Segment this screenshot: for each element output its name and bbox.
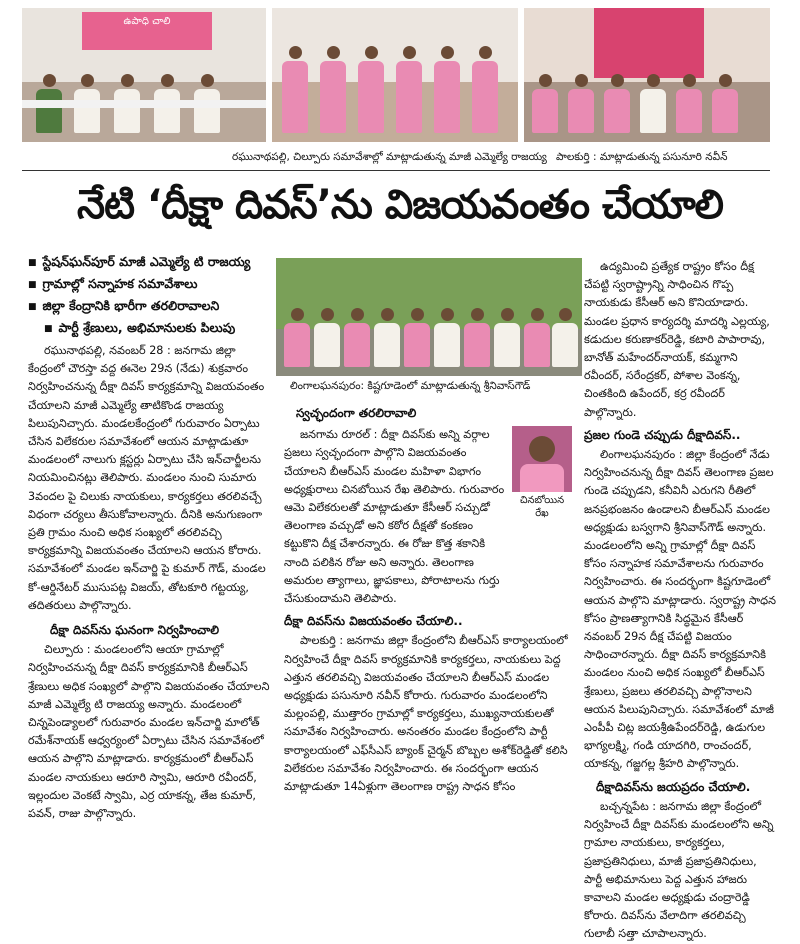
col2-subhead1: స్వచ్ఛందంగా తరలిరావాలి: [296, 406, 417, 420]
col1-subhead: దీక్షా దివస్‌ను ఘనంగా నిర్వహించాలి: [50, 623, 220, 638]
col3-body2: లింగాలఘనపురం : జిల్లా కేంద్రంలో నేడు నిర్వహించనున్న దీక్షా దివస్ తెలంగాణ ప్రజల గుండె చప్పుడని, కనీవినీ ఎరుగని రీతిలో జనప్రభంజనం ఉండాలని బీఆర్ఎస్ మండల అధ్యక్షుడు బస్వగాని శ్రీనివాస్‌గౌడ్ అన్నారు. మండలంలోని అన్ని గ్రామాల్లో దీక్షా దివస్ కోసం సన్నాహక సమావేశాలను గురువారం నిర్వహించారు. ఈ సందర్భంగా కిష్టగూడెంలో ఆయన పాల్గొని మాట్లాడారు. స్వరాష్ట్ర సాధన కోసం ప్రాణత్యాగానికి సిద్ధమైన కేసీఆర్ నవంబర్ 29న దీక్ష చేపట్టి విజయం సాధించారన్నారు. దీక్షా దివస్ కార్యక్రమానికి మండలం నుంచి అధిక సంఖ్యలో బీఆర్ఎస్ శ్రేణులు, ప్రజలు తరలివచ్చి పాల్గొనాలని ఆయన పిలుపునిచ్చారు. సమావేశంలో మాజీ ఎంపీపీ చిట్ల జయశ్రీఉపేందర్‌రెడ్డి, ఉడుగుల భాగ్యలక్ష్మి, గండి యాదగిరి, రాంచందర్, యాకన్న, గజ్జగల్ల శ్రీహరి పాల్గొన్నారు.: [584, 448, 776, 771]
inset-caption: [512, 494, 572, 520]
photo-backdrop: [594, 8, 704, 78]
bullet-4: ■ పార్టీ శ్రేణులు, అభిమానులకు పిలుపు: [44, 318, 235, 339]
col2-body2: పాలకుర్తి : జనగామ జిల్లా కేంద్రంలోని బీఆర్ఎస్ కార్యాలయంలో నిర్వహించే దీక్షా దివస్ కార్యక్రమానికి కార్యకర్తలు, నాయకులు పెద్ద ఎత్తున తరలివచ్చి విజయవంతం చేయాలని బీఆర్ఎస్ మండల అధ్యక్షుడు పసునూరి నవీన్ కోరారు. గురువారం మండలంలోని మల్లంపల్లి, ముత్తారం గ్రామాల్లో కార్యకర్తలు, ముఖ్యనాయకులతో సమావేశం నిర్వహించారు. అనంతరం మండల కేంద్రంలోని పార్టీ కార్యాలయంలో ఎఫ్‌సీఎస్ బ్యాంక్ చైర్మన్ బొబ్బల అశోక్‌రెడ్డితో కలిసి విలేకరుల సమావేశం నిర్వహించారు. ఈ సందర్భంగా ఆయన మాట్లాడుతూ 14ఏళ్లుగా తెలంగాణ రాష్ట్ర సాధన కోసం: [284, 634, 568, 794]
col3-subhead2: ప్రజల గుండె చప్పుడు దీక్షాదివస్..: [584, 427, 741, 442]
photo-meeting-middle: [276, 258, 582, 376]
column-1: [28, 342, 274, 823]
col2-subhead2: దీక్షా దివస్‌ను విజయవంతం చేయాలి..: [284, 614, 463, 629]
photo-caption-mid: లింగాలఘనపురం: కిష్టగూడెంలో మాట్లాడుతున్న శ్రీనివాస్‌గౌడ్: [290, 380, 531, 392]
bullet-2: ■ గ్రామాల్లో సన్నాహక సమావేశాలు: [28, 274, 197, 295]
inset-caption-line2: రేఖ: [535, 508, 549, 520]
col1-body2: చిల్పూరు : మండలంలోని ఆయా గ్రామాల్లో నిర్వహించనున్న దీక్షా దివస్ కార్యక్రమానికి బీఆర్ఎస్ శ్రేణులు అధిక సంఖ్యలో పాల్గొని విజయవంతం చేయాలని మాజీ ఎమ్మెల్యే టి రాజయ్య అన్నారు. మండలంలో చిన్నపెండ్యాలలో గురువారం మండల ఇన్‌చార్జి మాలోత్ రమేశ్‌నాయక్ ఆధ్వర్యంలో ఏర్పాటు చేసిన సమావేశంలో ఆయన పాల్గొని మాట్లాడారు. కార్యక్రమంలో బీఆర్ఎస్ మండల నాయకులు ఆరూరి స్వామి, ఆరూరి రవీందర్, ఇల్లందుల వెంకటే స్వామి, ఎర్ర యాకన్న, తేజ కుమార్, పవన్, రాజు పాల్గొన్నారు.: [28, 643, 270, 821]
photo-meeting-right: [524, 8, 770, 142]
column-3: [584, 258, 776, 944]
column-2: [284, 404, 570, 796]
col3-body3: బచ్చన్నపేట : జనగామ జిల్లా కేంద్రంలో నిర్వహించే దీక్షా దివస్‌కు మండలంలోని అన్ని గ్రామాల నాయకులు, కార్యకర్తలు, ప్రజాప్రతినిధులు, మాజీ ప్రజాప్రతినిధులు, పార్టీ అభిమానులు పెద్ద ఎత్తున హాజరు కావాలని మండల అధ్యక్షుడు చంద్రారెడ్డి కోరారు. దివస్‌ను వేలాదిగా తరలివచ్చి గులాబీ సత్తా చూపాలన్నారు.: [584, 799, 774, 941]
col1-body: రఘునాథపల్లి, నవంబర్ 28 : జనగామ జిల్లా కేంద్రంలో చౌరస్తా వద్ద ఈనెల 29న (నేడు) శుక్రవారం నిర్వహించనున్న దీక్షా దివస్ కార్యక్రమాన్ని విజయవంతం చేయాలని మాజీ ఎమ్మెల్యే తాటికొండ రాజయ్య పిలుపునిచ్చారు. మండలకేంద్రంలో గురువారం ఏర్పాటు చేసిన విలేకరుల సమావేశంలో ఆయన మాట్లాడుతూ మండలంలో నాలుగు క్లస్టర్లు ఏర్పాటు చేసి ఇన్‌చార్జీలను నియమించినట్లు తెలిపారు. మండలం నుంచి సుమారు 3వందల పై చిలుకు నాయకులు, కార్యకర్తలు తరలివచ్చే విధంగా చర్యలు తీసుకోవాలన్నారు. దీనికి అనుగుణంగా ప్రతి గ్రామం నుంచి అధిక సంఖ్యలో తరలివచ్చి కార్యక్రమాన్ని విజయవంతం చేయాలని ఆయన కోరారు. సమావేశంలో మండల ఇన్‌చార్జి పై కుమార్ గౌడ్, మండల కో-ఆర్డినేటర్ ముసుపట్ల విజయ్, తోటకూరి గట్టయ్య, తదితరులు పాల్గొన్నారు.: [28, 344, 266, 612]
bullet-1: ■ స్టేషన్‌ఘన్‌పూర్ మాజీ ఎమ్మెల్యే టి రాజయ్య: [28, 252, 250, 273]
photo-meeting-left: [22, 8, 266, 142]
photo-caption-right: పాలకుర్తి : మాట్లాడుతున్న పసునూరి నవీన్: [556, 151, 728, 163]
headline: నేటి ‘దీక్షా దివస్’ను విజయవంతం చేయాలి: [77, 182, 723, 228]
photo-banner: ఉపాధి చాలి: [82, 12, 212, 50]
inset-portrait: [512, 426, 572, 492]
col3-subhead3: దీక్షాదివస్‌ను జయప్రదం చేయాలి.: [596, 779, 751, 794]
inset-caption-line1: చినబోయిన: [519, 495, 565, 507]
col2-body1: జనగామ రూరల్ : దీక్షా దివస్‌కు అన్ని వర్గాల ప్రజలు స్వచ్ఛందంగా పాల్గొని విజయవంతం చేయాలని బీఆర్ఎస్ మండల మహిళా విభాగం అధ్యక్షురాలు చినబోయిన రేఖ తెలిపారు. గురువారం ఆమె విలేకరులతో మాట్లాడుతూ కేసీఆర్ సచ్చుడో తెలంగాణ వచ్చుడో అని కఠోర దీక్షతో కంకణం కట్టుకొని దీక్ష చేశారన్నారు. ఈ రోజు కొత్త శకానికి నాంది పలికిన రోజు అని అన్నారు. తెలంగాణ అమరుల త్యాగాలు, జ్ఞాపకాలు, పోరాటాలను గుర్తు చేసుకుందామని తెలిపారు.: [284, 428, 505, 606]
caption-divider: [22, 170, 770, 171]
bullet-3: ■ జిల్లా కేంద్రానికి భారీగా తరలిరావాలని: [28, 296, 219, 317]
photo-caption-left: రఘునాథపల్లి, చిల్పూరు సమావేశాల్లో మాట్లాడుతున్న మాజీ ఎమ్మెల్యే రాజయ్య: [232, 151, 547, 163]
col3-body1: ఉద్యమించి ప్రత్యేక రాష్ట్రం కోసం దీక్ష చేపట్టి స్వరాష్ట్రాన్ని సాధించిన గొప్ప నాయకుడు కేసీఆర్ అని కొనియాడారు. మండల ప్రధాన కార్యదర్శి మాదర్శి ఎల్లయ్య, కడుదుల కరుణాకర్‌రెడ్డి, కటారి పాపారావు, బానోత్ మహేందర్‌నాయక్, కమ్మగాని రవీందర్, సరేంద్రకర్, పోశాల వెంకన్న, చింతకింది ఉపేందర్, కర్ర రవీందర్ పాల్గొన్నారు.: [584, 260, 770, 419]
photo-meeting-center: [272, 8, 518, 142]
